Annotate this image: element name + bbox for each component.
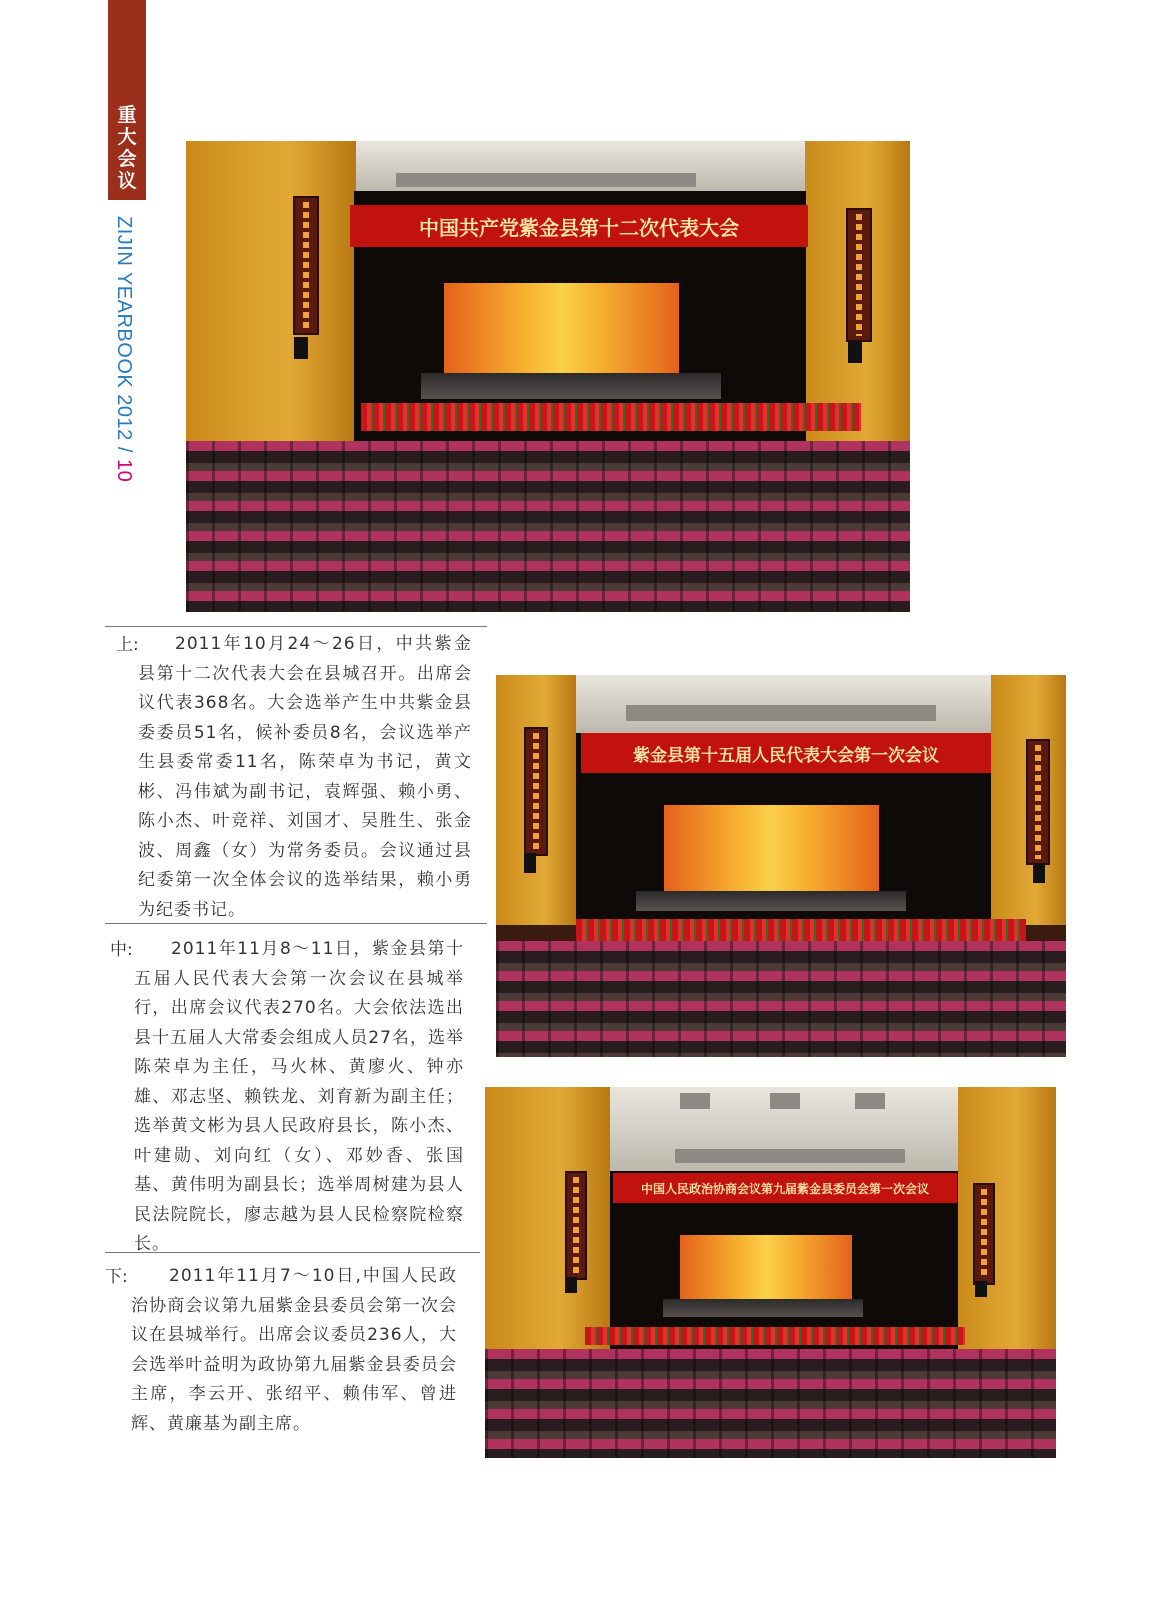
section-tab	[108, 0, 146, 200]
photo-banner: 中国人民政治协商会议第九届紫金县委员会第一次会议	[613, 1173, 957, 1203]
photo-people-congress	[496, 675, 1066, 1057]
caption-tag: 上:	[116, 635, 139, 655]
caption-middle	[110, 935, 470, 1254]
running-head-separator: /	[113, 446, 135, 453]
photo-cppcc-session	[485, 1087, 1056, 1458]
caption-bottom	[105, 1262, 465, 1462]
section-tab-char: 重	[117, 104, 137, 126]
section-tab-char: 议	[117, 170, 137, 192]
photo-party-congress	[186, 141, 910, 612]
photo-banner: 中国共产党紫金县第十二次代表大会	[350, 205, 808, 247]
caption-divider	[105, 626, 487, 627]
publication-title: ZIJIN YEARBOOK 2012	[113, 216, 135, 441]
caption-text: 2011年11月7～10日,中国人民政治协商会议第九届紫金县委员会第一次会议在县城举行。出席会议委员236人，大会选举叶益明为政协第九届紫金县委员会主席，李云开、张绍平、赖伟军、曾进辉、黄廉基为副主席。	[131, 1266, 457, 1434]
caption-text: 2011年10月24～26日，中共紫金县第十二次代表大会在县城召开。出席会议代表368名。大会选举产生中共紫金县委委员51名，候补委员8名，会议选举产生县委常委11名，陈荣卓为书记，黄文彬、冯伟斌为副书记，袁辉强、赖小勇、陈小杰、叶竞祥、刘国才、吴胜生、张金波、周鑫（女）为常务委员。会议通过县纪委第一次全体会议的选举结果，赖小勇为纪委书记。	[138, 634, 472, 920]
caption-tag: 下:	[105, 1267, 128, 1287]
caption-divider	[105, 1252, 480, 1253]
photo-banner: 紫金县第十五届人民代表大会第一次会议	[581, 733, 991, 773]
caption-divider	[105, 923, 487, 924]
section-tab-char: 会	[117, 148, 137, 170]
section-tab-char: 大	[117, 126, 137, 148]
caption-text: 2011年11月8～11日，紫金县第十五届人民代表大会第一次会议在县城举行，出席会议代表270名。大会依法选出县十五届人大常委会组成人员27名，选举陈荣卓为主任，马火林、黄廖火、钟亦雄、邓志坚、赖铁龙、刘育新为副主任；选举黄文彬为县人民政府县长，陈小杰、叶建勋、刘向红（女）、邓妙香、张国基、黄伟明为副县长；选举周树建为县人民法院院长，廖志越为县人民检察院检察长。	[134, 939, 464, 1254]
caption-tag: 中:	[110, 940, 133, 960]
caption-top	[116, 630, 476, 926]
page-number: 10	[113, 458, 135, 483]
running-head	[112, 216, 142, 516]
